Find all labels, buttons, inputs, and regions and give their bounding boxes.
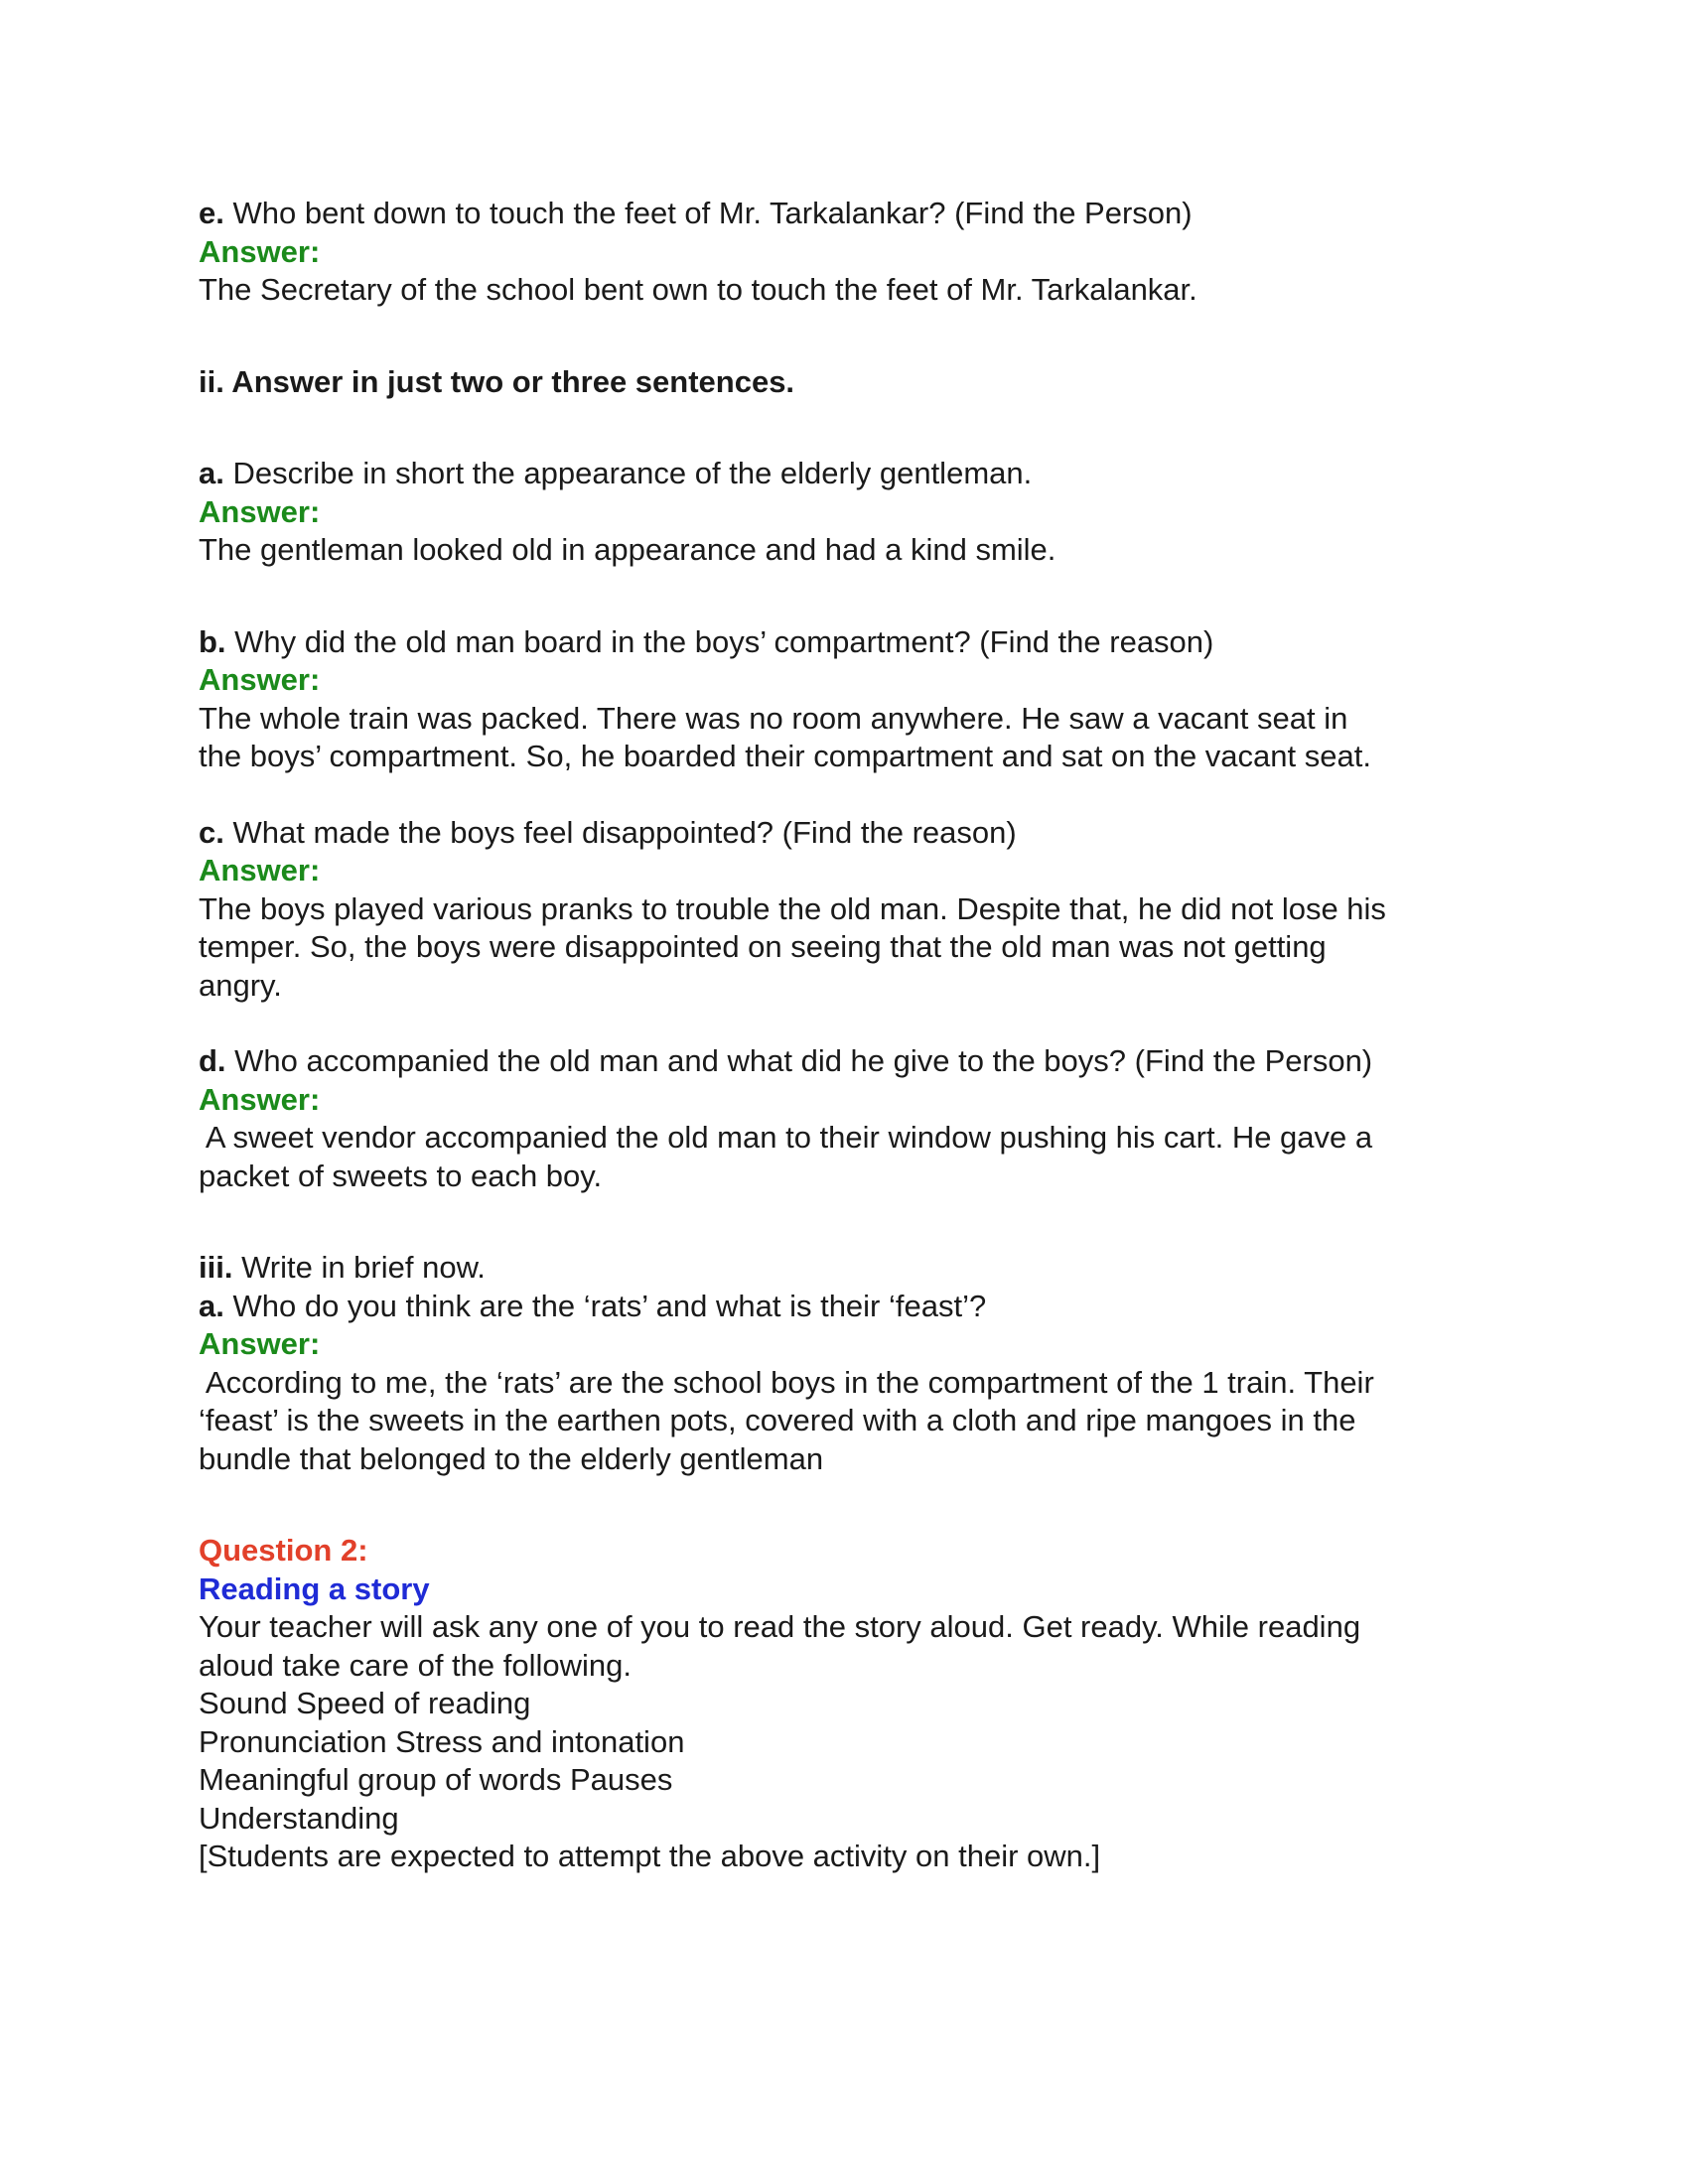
answer-text: temper. So, the boys were disappointed on seeing that the old man was not getting xyxy=(199,929,1327,964)
answer-text: the boys’ compartment. So, he boarded their compartment and sat on the vacant seat. xyxy=(199,739,1371,773)
answer-text: The gentleman looked old in appearance and had a kind smile. xyxy=(199,532,1056,567)
answer-text: packet of sweets to each boy. xyxy=(199,1158,603,1193)
document-page xyxy=(199,195,1489,1876)
question-label: a. xyxy=(199,456,224,490)
instruction-line: [Students are expected to attempt the above activity on their own.] xyxy=(199,1839,1101,1873)
question-label: d. xyxy=(199,1043,226,1078)
answer-text: bundle that belonged to the elderly gentleman xyxy=(199,1440,824,1476)
question-e xyxy=(199,195,1489,233)
section-ii-heading: ii. Answer in just two or three sentences. xyxy=(199,363,795,399)
question-text: Who do you think are the ‘rats’ and what is their ‘feast’? xyxy=(223,1288,987,1323)
answer-text: The boys played various pranks to trouble the old man. Despite that, he did not lose his xyxy=(199,890,1386,926)
question-ii-c xyxy=(199,814,1489,853)
answer-text: According to me, the ‘rats’ are the school boys in the compartment of the 1 train. Their xyxy=(199,1364,1374,1400)
question-label: b. xyxy=(199,623,226,659)
question-label: c. xyxy=(199,814,224,850)
question-ii-a xyxy=(199,455,1489,493)
answer-label: Answer: xyxy=(199,493,321,529)
instruction-line: Pronunciation Stress and intonation xyxy=(199,1723,685,1759)
answer-label: Answer: xyxy=(199,853,321,887)
question-text: Describe in short the appearance of the elderly gentleman. xyxy=(223,456,1033,490)
question-text: Why did the old man board in the boys’ compartment? (Find the reason) xyxy=(225,623,1214,659)
question-label: e. xyxy=(199,196,224,230)
section-label: iii. xyxy=(199,1250,233,1285)
answer-text: angry. xyxy=(199,967,282,1003)
answer-label: Answer: xyxy=(199,233,321,269)
question-ii-d xyxy=(199,1042,1489,1081)
question-iii-a xyxy=(199,1288,1489,1326)
answer-text: A sweet vendor accompanied the old man to their window pushing his cart. He gave a xyxy=(199,1120,1373,1155)
reading-a-story-heading: Reading a story xyxy=(199,1570,430,1606)
instruction-line: Understanding xyxy=(199,1800,399,1836)
question-ii-b xyxy=(199,623,1489,662)
answer-label: Answer: xyxy=(199,662,321,697)
answer-text: The Secretary of the school bent own to touch the feet of Mr. Tarkalankar. xyxy=(199,272,1197,307)
question-2-heading: Question 2: xyxy=(199,1533,368,1568)
question-text: Who accompanied the old man and what did he give to the boys? (Find the Person) xyxy=(225,1043,1373,1078)
answer-label: Answer: xyxy=(199,1081,321,1117)
instruction-line: Your teacher will ask any one of you to read the story aloud. Get ready. While reading xyxy=(199,1609,1361,1644)
question-text: Who bent down to touch the feet of Mr. Tarkalankar? (Find the Person) xyxy=(223,196,1193,230)
question-label: a. xyxy=(199,1288,224,1323)
section-text: Write in brief now. xyxy=(232,1250,486,1285)
instruction-line: Sound Speed of reading xyxy=(199,1686,531,1720)
instruction-line: Meaningful group of words Pauses xyxy=(199,1762,673,1797)
answer-label: Answer: xyxy=(199,1326,321,1361)
instruction-line: aloud take care of the following. xyxy=(199,1647,632,1683)
answer-text: ‘feast’ is the sweets in the earthen pots, covered with a cloth and ripe mangoes in the xyxy=(199,1403,1356,1437)
question-text: What made the boys feel disappointed? (Find the reason) xyxy=(223,814,1017,850)
answer-text: The whole train was packed. There was no room anywhere. He saw a vacant seat in xyxy=(199,700,1348,736)
section-iii-heading xyxy=(199,1249,1489,1288)
